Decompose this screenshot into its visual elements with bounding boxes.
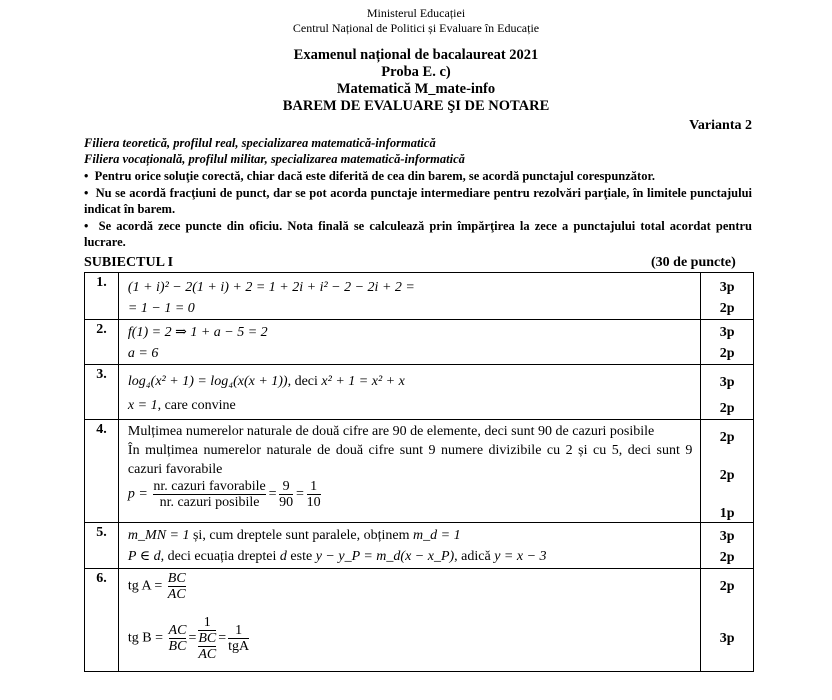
tg-b-label: tg B = bbox=[127, 630, 164, 646]
section-title: SUBIECTUL I bbox=[84, 255, 174, 270]
points-value: 2p bbox=[719, 301, 735, 316]
item-number: 3. bbox=[85, 365, 119, 420]
solution-line bbox=[128, 546, 692, 567]
rule-text: Nu se acordă fracţiuni de punct, dar se pot acorda punctaje intermediare pentru rezolvări parţiale, în limitele punctajului indicat în barem. bbox=[84, 185, 752, 216]
center-name: Centrul Național de Politici și Evaluare în Educație bbox=[292, 21, 540, 35]
item-number: 5. bbox=[85, 523, 119, 569]
item-solution bbox=[118, 320, 700, 365]
subject-title bbox=[0, 81, 832, 98]
denominator: AC bbox=[198, 647, 217, 662]
filiera-1: Filiera teoretică, profilul real, specializarea matematică-informatică bbox=[84, 136, 436, 150]
equation: y − y_P = m_d(x − x_P) bbox=[315, 549, 455, 564]
points-value: 2p bbox=[719, 550, 735, 565]
item-solution bbox=[118, 365, 700, 420]
variable: d bbox=[279, 549, 287, 564]
fraction bbox=[168, 571, 186, 602]
equation: y = x − 3 bbox=[494, 549, 547, 564]
fraction bbox=[279, 479, 293, 510]
item-points bbox=[701, 523, 754, 569]
filiera-2: Filiera vocațională, profilul militar, specializarea matematică-informatică bbox=[84, 152, 465, 166]
item-number: 2. bbox=[85, 320, 119, 365]
solution-line: (1 + i)² − 2(1 + i) + 2 = 1 + 2i + i² − 2 − 2i + 2 = bbox=[127, 280, 415, 295]
equation: m_MN = 1 bbox=[127, 528, 190, 543]
rules-list bbox=[84, 168, 752, 251]
numerator: BC bbox=[167, 571, 186, 586]
denominator: 10 bbox=[306, 495, 321, 510]
points-value: 3p bbox=[719, 280, 735, 295]
table-row bbox=[85, 365, 754, 420]
table-row bbox=[85, 420, 754, 523]
fraction bbox=[307, 479, 321, 510]
equation: m_d = 1 bbox=[413, 528, 461, 543]
numerator: nr. cazuri favorabile bbox=[153, 479, 266, 494]
points-value: 3p bbox=[719, 325, 735, 340]
item-points bbox=[701, 569, 754, 672]
numerator: BC bbox=[198, 631, 217, 646]
solution-paragraph: Mulțimea numerelor naturale de două cifre are 90 de elemente, deci sunt 90 de cazuri posibile bbox=[127, 424, 655, 439]
points-value: 2p bbox=[719, 468, 735, 483]
denominator: tgA bbox=[228, 639, 250, 654]
numerator: 1 bbox=[235, 623, 243, 638]
connector-text: , deci ecuația dreptei bbox=[160, 549, 280, 564]
connector-text: și, cum dreptele sunt paralele, obținem bbox=[189, 528, 414, 543]
inner-fraction bbox=[198, 631, 216, 662]
solution-line bbox=[128, 395, 692, 416]
numerator: 9 bbox=[282, 479, 290, 494]
numerator: 1 bbox=[310, 479, 318, 494]
connector-text: , care convine bbox=[157, 398, 236, 413]
denominator: 90 bbox=[279, 495, 294, 510]
item-number: 6. bbox=[85, 569, 119, 672]
exam-title: Examenul național de bacalaureat 2021 bbox=[293, 47, 539, 63]
points-value: 2p bbox=[719, 401, 735, 416]
item-solution bbox=[118, 420, 700, 523]
table-row bbox=[85, 569, 754, 672]
table-row bbox=[85, 273, 754, 320]
tg-a-formula bbox=[128, 571, 692, 611]
numerator: AC bbox=[168, 623, 187, 638]
solution-line: a = 6 bbox=[127, 346, 159, 361]
p-symbol: p = bbox=[127, 486, 148, 502]
item-number: 4. bbox=[85, 420, 119, 523]
item-points bbox=[701, 273, 754, 320]
points-value: 3p bbox=[719, 529, 735, 544]
rule-item: • Se acordă zece puncte din oficiu. Nota finală se calculează prin împărţirea la zece a punctajului total acordat pentru lucrare. bbox=[84, 218, 752, 249]
item-solution bbox=[118, 569, 700, 672]
equation: P ∈ d bbox=[127, 549, 161, 564]
equation: x = 1 bbox=[127, 398, 158, 413]
fraction bbox=[228, 623, 249, 654]
points-value: 1p bbox=[719, 506, 735, 521]
table-row bbox=[85, 320, 754, 365]
ministry-name: Ministerul Educației bbox=[366, 6, 466, 20]
solution-line bbox=[128, 369, 692, 395]
table-row bbox=[85, 523, 754, 569]
tg-a-label: tg A = bbox=[127, 578, 163, 594]
fraction bbox=[153, 479, 265, 510]
item-solution bbox=[118, 273, 700, 320]
connector-text: este bbox=[286, 549, 316, 564]
rule-text: Pentru orice soluţie corectă, chiar dacă este diferită de cea din barem, se acordă punctajul corespunzător. bbox=[94, 169, 655, 183]
points-value: 2p bbox=[719, 579, 735, 594]
probability-formula: p = $\frac{\text{nr. cazuri favorabile}}{\text{nr. cazuri posibile}}$ = $\frac{9}{90}$ = $\frac{1}{10}$ bbox=[127, 479, 321, 510]
compound-fraction bbox=[198, 615, 216, 662]
section-points: (30 de puncte) bbox=[651, 255, 736, 270]
barem-title: BAREM DE EVALUARE ŞI DE NOTARE bbox=[282, 98, 550, 114]
connector-text: , adică bbox=[454, 549, 495, 564]
points-value: 3p bbox=[719, 375, 735, 390]
fraction bbox=[169, 623, 187, 654]
rule-item: • Nu se acordă fracţiuni de punct, dar se pot acorda punctaje intermediare pentru rezolvări parţiale, în limitele punctajului indicat în barem. bbox=[84, 185, 752, 216]
item-solution bbox=[118, 523, 700, 569]
numerator: 1 bbox=[203, 615, 211, 630]
denominator bbox=[198, 630, 216, 662]
item-points bbox=[701, 420, 754, 523]
denominator: nr. cazuri posibile bbox=[153, 494, 265, 510]
points-value: 3p bbox=[719, 631, 735, 646]
equation: x² + 1 = x² + x bbox=[321, 374, 405, 389]
connector-text: , deci bbox=[287, 374, 322, 389]
denominator: BC bbox=[168, 639, 187, 654]
grading-table bbox=[84, 272, 754, 672]
item-points bbox=[701, 365, 754, 420]
solution-line: f(1) = 2 ⇒ 1 + a − 5 = 2 bbox=[127, 325, 268, 340]
item-number: 1. bbox=[85, 273, 119, 320]
solution-line: = 1 − 1 = 0 bbox=[127, 301, 195, 316]
subject-text: Matematică M_mate-info bbox=[336, 81, 496, 97]
points-value: 2p bbox=[719, 346, 735, 361]
solution-paragraph: În mulțimea numerelor naturale de două cifre sunt 9 numere divizibile cu 2 și cu 5, deci sunt 9 cazuri favorabile bbox=[127, 443, 693, 477]
variant-label: Varianta 2 bbox=[689, 118, 752, 133]
tg-b-formula: tg B = $\frac{AC}{BC}$ = $\frac{1}{\frac{BC}{AC}}$ = $\frac{1}{\text{tgA}}$ bbox=[127, 615, 250, 662]
points-value: 2p bbox=[719, 430, 735, 445]
solution-line bbox=[128, 525, 692, 546]
log-equation: log₄(x² + 1) = log₄(x(x + 1)) bbox=[127, 374, 288, 389]
rule-text: Se acordă zece puncte din oficiu. Nota finală se calculează prin împărţirea la zece a punctajului total acordat pentru lucrare. bbox=[84, 218, 752, 249]
rule-item: • Pentru orice soluţie corectă, chiar dacă este diferită de cea din barem, se acordă punctajul corespunzător. bbox=[84, 169, 655, 183]
denominator: AC bbox=[167, 587, 186, 602]
item-points bbox=[701, 320, 754, 365]
proba-title: Proba E. c) bbox=[381, 64, 451, 80]
